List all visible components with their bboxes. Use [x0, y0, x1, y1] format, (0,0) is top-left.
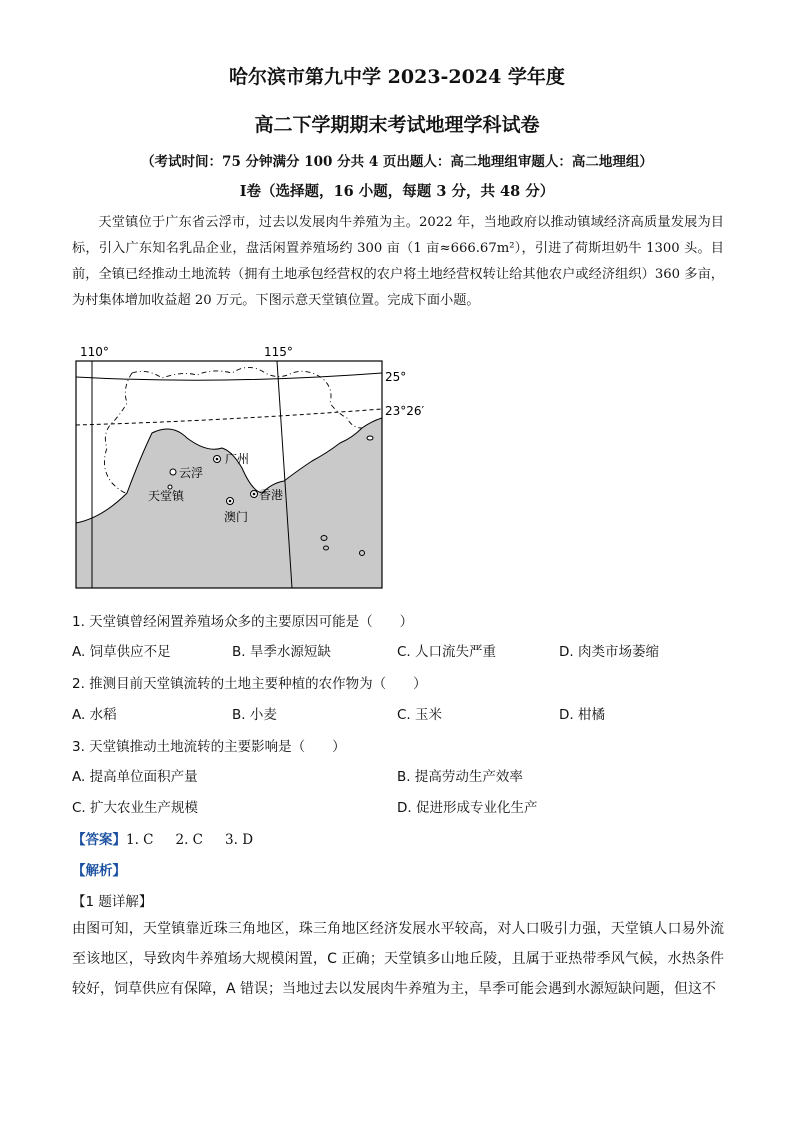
analysis-label: 【解析】 [72, 863, 126, 879]
option-1b[interactable]: B. 旱季水源短缺 [232, 644, 331, 660]
option-2d[interactable]: D. 柑橘 [559, 707, 605, 723]
option-2c[interactable]: C. 玉米 [397, 707, 443, 723]
exam-info: （考试时间：75 分钟满分 100 分共 4 页出题人：高二地理组审题人：高二地理组） [141, 154, 653, 170]
parallel-25 [76, 373, 382, 380]
guangzhou-label: 广州 [225, 452, 250, 466]
option-1a[interactable]: A. 饲草供应不足 [72, 644, 171, 660]
answer-2: 2. C [175, 832, 204, 848]
option-1c[interactable]: C. 人口流失严重 [397, 644, 497, 660]
option-2b[interactable]: B. 小麦 [232, 707, 277, 723]
intro-text: 天堂镇位于广东省云浮市，过去以发展肉牛养殖为主。2022 年，当地政府以推动镇域经济高质量发展为目标，引入广东知名乳品企业，盘活闲置养殖场约 300 亩（1 亩≈666.67m²），引进了荷斯坦奶牛 1300 头。目前，全镇已经推动土地流转（拥有土地承包经营权的农户将土地经营权转让给其他农户或经济组织）360 多亩，为村集体增加收益超 20 万元。下图示意天堂镇位置。完成下面小题。 [72, 215, 724, 308]
lat-label-25: 25° [385, 370, 407, 384]
map-frame [76, 361, 382, 588]
lon-label-115: 115° [264, 345, 293, 359]
location-map [72, 343, 425, 591]
answer-line [72, 828, 275, 848]
tiantang-label: 天堂镇 [148, 489, 185, 503]
hongkong-label: 香港 [259, 488, 284, 502]
island [367, 436, 373, 440]
question-3-stem: 3. 天堂镇推动土地流转的主要影响是（ ） [72, 739, 346, 755]
lon-label-110: 110° [80, 345, 109, 359]
exam-title-line2: 高二下学期期末考试地理学科试卷 [254, 114, 540, 136]
analysis-text: 由图可知，天堂镇靠近珠三角地区，珠三角地区经济发展水平较高，对人口吸引力强，天堂镇人口易外流至该地区，导致肉牛养殖场大规模闲置，C 正确；天堂镇多山地丘陵，且属于亚热带季风气候，水热条件较好，饲草供应有保障，A 错误；当地过去以发展肉牛养殖为主，旱季可能会遇到水源短缺问题，但这不 [72, 921, 724, 997]
question-1-stem: 1. 天堂镇曾经闲置养殖场众多的主要原因可能是（ ） [72, 614, 414, 630]
option-3a[interactable]: A. 提高单位面积产量 [72, 769, 198, 785]
answer-3: 3. D [225, 832, 254, 848]
macau-label: 澳门 [224, 510, 249, 524]
detail-label: 【1 题详解】 [72, 894, 153, 910]
intro-passage [72, 210, 724, 314]
lat-label-2326: 23°26′ [385, 404, 425, 418]
yunfu-label: 云浮 [179, 466, 204, 480]
option-1d[interactable]: D. 肉类市场萎缩 [559, 644, 659, 660]
tropic-of-cancer [76, 409, 382, 425]
question-2-stem: 2. 推测目前天堂镇流转的土地主要种植的农作物为（ ） [72, 676, 427, 692]
option-3b[interactable]: B. 提高劳动生产效率 [397, 769, 523, 785]
option-2a[interactable]: A. 水稻 [72, 707, 117, 723]
option-3d[interactable]: D. 促进形成专业化生产 [397, 800, 538, 816]
answer-label: 【答案】 [72, 832, 126, 848]
option-3c[interactable]: C. 扩大农业生产规模 [72, 800, 199, 816]
yunfu-marker [170, 469, 176, 475]
section-heading: Ⅰ卷（选择题，16 小题，每题 3 分，共 48 分） [239, 183, 555, 200]
answer-1: 1. C [126, 832, 154, 848]
exam-title-line1: 哈尔滨市第九中学 2023-2024 学年度 [229, 66, 565, 88]
